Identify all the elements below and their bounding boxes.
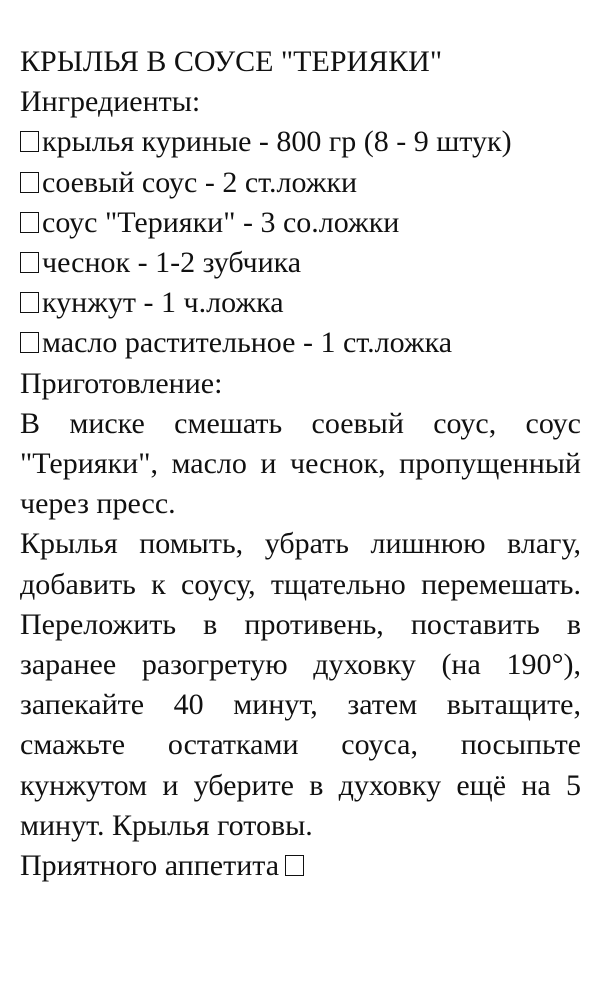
ingredient-text: кунжут - 1 ч.ложка xyxy=(42,286,284,320)
closing-line xyxy=(20,846,581,886)
ingredient-item xyxy=(20,163,581,203)
ingredient-item xyxy=(20,243,581,283)
ingredient-text: соевый соус - 2 ст.ложки xyxy=(42,165,358,199)
checkbox-icon xyxy=(20,172,39,193)
checkbox-icon xyxy=(20,292,39,313)
recipe-document xyxy=(20,42,581,886)
ingredient-item xyxy=(20,203,581,243)
checkbox-icon xyxy=(20,332,39,353)
recipe-title: КРЫЛЬЯ В СОУСЕ "ТЕРИЯКИ" xyxy=(20,45,443,78)
ingredient-text: крылья куриные - 800 гр (8 - 9 штук) xyxy=(42,125,512,159)
method-step: Крылья помыть, убрать лишнюю влагу, добавить к соусу, тщательно перемешать. Переложить в противень, поставить в заранее разогретую духовку (на 190°), запекайте 40 минут, затем вытащите, смажьте остатками соуса, посыпьте кунжутом и уберите в духовку ещё на 5 минут. Крылья готовы. xyxy=(20,527,581,842)
checkbox-icon xyxy=(285,855,304,876)
ingredient-text: соус "Терияки" - 3 со.ложки xyxy=(42,205,400,239)
method-heading: Приготовление: xyxy=(20,366,223,400)
ingredient-item xyxy=(20,323,581,363)
checkbox-icon xyxy=(20,212,39,233)
ingredient-item xyxy=(20,122,581,162)
closing-text: Приятного аппетита xyxy=(20,849,280,883)
ingredient-text: масло растительное - 1 ст.ложка xyxy=(42,326,453,360)
ingredients-heading: Ингредиенты: xyxy=(20,85,201,119)
checkbox-icon xyxy=(20,131,39,152)
checkbox-icon xyxy=(20,252,39,273)
method-step: В миске смешать соевый соус, соус "Терияки", масло и чеснок, пропущенный через пресс. xyxy=(20,406,581,521)
ingredient-item xyxy=(20,283,581,323)
ingredient-text: чеснок - 1-2 зубчика xyxy=(42,246,302,280)
